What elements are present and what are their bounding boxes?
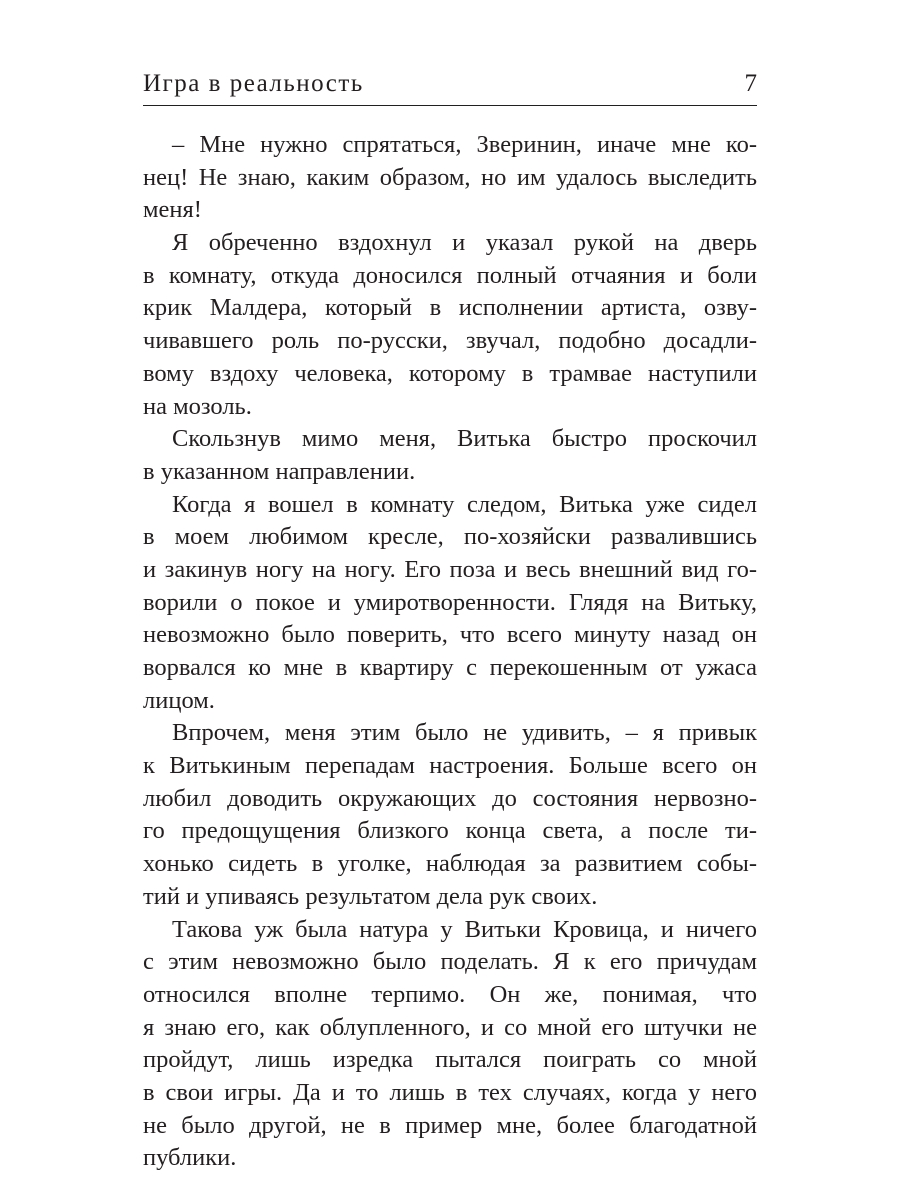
text-line: Такова уж была натура у Витьки Кровица, и ничего bbox=[172, 915, 757, 943]
text-line: относился вполне терпимо. Он же, понимая, что bbox=[143, 980, 757, 1008]
text-line: – Мне нужно спрятаться, Зверинин, иначе мне ко- bbox=[172, 131, 757, 158]
text-line: и закинув ногу на ногу. Его поза и весь внешний вид го- bbox=[143, 555, 757, 583]
paragraph-5 bbox=[143, 717, 757, 913]
paragraph-4 bbox=[143, 489, 757, 718]
text-line: Скользнув мимо меня, Витька быстро проскочил bbox=[172, 425, 757, 453]
text-line: в свои игры. Да и то лишь в тех случаях, когда у него bbox=[143, 1078, 757, 1106]
page-number: 7 bbox=[744, 70, 757, 97]
text-line: на мозоль. bbox=[143, 392, 252, 420]
paragraph-6 bbox=[143, 914, 757, 1176]
text-line: лицом. bbox=[143, 686, 215, 714]
text-line: пройдут, лишь изредка пытался поиграть со мной bbox=[143, 1046, 757, 1074]
text-line: не было другой, не в пример мне, более благодатной bbox=[143, 1111, 757, 1139]
text-line: тий и упиваясь результатом дела рук своих. bbox=[143, 882, 598, 910]
body-text bbox=[143, 129, 757, 1175]
running-head bbox=[143, 68, 757, 104]
running-title: Игра в реальность bbox=[143, 70, 364, 97]
text-line: невозможно было поверить, что всего минуту назад он bbox=[143, 621, 757, 649]
text-line: любил доводить окружающих до состояния нервозно- bbox=[143, 784, 757, 812]
text-line: ворвался ко мне в квартиру с перекошенным от ужаса bbox=[143, 654, 757, 681]
text-line: Впрочем, меня этим было не удивить, – я привык bbox=[172, 719, 757, 747]
text-line: хонько сидеть в уголке, наблюдая за развитием собы- bbox=[143, 850, 757, 878]
text-line: с этим невозможно было поделать. Я к его причудам bbox=[143, 948, 757, 976]
text-line: крик Малдера, который в исполнении артиста, озву- bbox=[143, 294, 757, 322]
text-line: в комнату, откуда доносился полный отчаяния и боли bbox=[143, 261, 757, 289]
text-line: к Витькиным перепадам настроения. Больше всего он bbox=[143, 752, 757, 780]
text-line: Когда я вошел в комнату следом, Витька уже сидел bbox=[172, 490, 757, 518]
text-line: нец! Не знаю, каким образом, но им удалось выследить bbox=[143, 163, 757, 191]
text-line: го предощущения близкого конца света, а после ти- bbox=[143, 817, 757, 845]
text-line: Я обреченно вздохнул и указал рукой на дверь bbox=[172, 229, 757, 257]
text-line: в моем любимом кресле, по-хозяйски развалившись bbox=[143, 523, 757, 551]
text-line: чивавшего роль по-русски, звучал, подобно досадли- bbox=[143, 327, 757, 355]
header-rule bbox=[143, 105, 757, 106]
paragraph-3 bbox=[143, 423, 757, 488]
text-line: в указанном направлении. bbox=[143, 457, 416, 485]
text-line: меня! bbox=[143, 196, 202, 224]
text-line: вому вздоху человека, которому в трамвае наступили bbox=[143, 359, 757, 387]
text-line: я знаю его, как облупленного, и со мной его штучки не bbox=[143, 1013, 757, 1041]
paragraph-1 bbox=[143, 129, 757, 227]
text-line: публики. bbox=[143, 1144, 237, 1172]
text-line: ворили о покое и умиротворенности. Глядя на Витьку, bbox=[143, 588, 757, 616]
paragraph-2 bbox=[143, 227, 757, 423]
